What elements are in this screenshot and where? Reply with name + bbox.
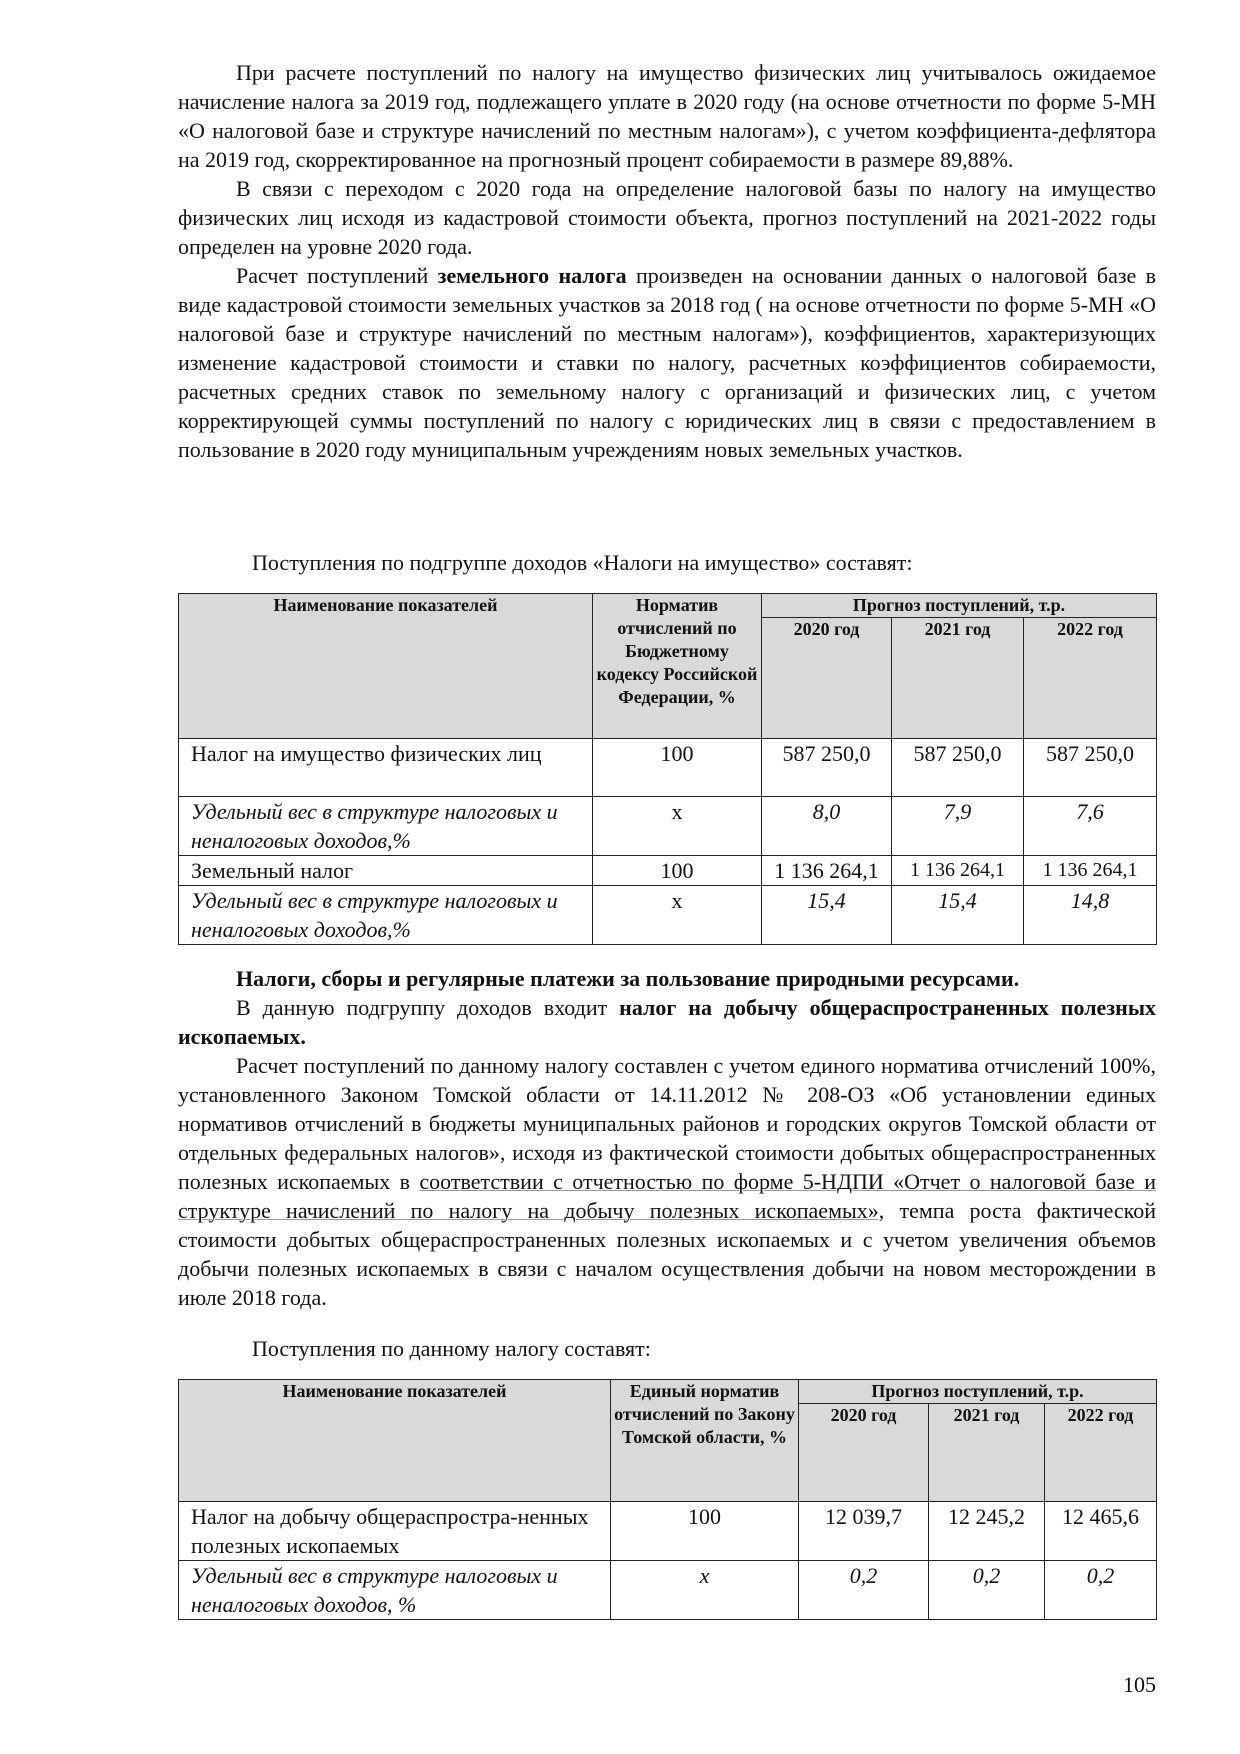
table2-intro: Поступления по данному налогу составят: — [252, 1336, 651, 1361]
header-year-2021: 2021 год — [929, 1404, 1045, 1502]
table1-intro: Поступления по подгруппе доходов «Налоги на имущество» составят: — [252, 550, 913, 575]
header-unified-norm: Единый норматив отчислений по Закону Томской области, % — [611, 1380, 799, 1502]
table-row: Удельный вес в структуре налоговых и неналоговых доходов,% x 8,0 7,9 7,6 — [179, 797, 1157, 856]
header-year-2020: 2020 год — [762, 618, 892, 739]
table-row: Налог на добычу общераспростра-ненных полезных ископаемых 100 12 039,7 12 245,2 12 465,6 — [179, 1502, 1157, 1561]
header-year-2020: 2020 год — [799, 1404, 929, 1502]
header-year-2021: 2021 год — [892, 618, 1024, 739]
table-row: Налог на имущество физических лиц 100 587 250,0 587 250,0 587 250,0 — [179, 739, 1157, 797]
table-row: Земельный налог 100 1 136 264,1 1 136 264,1 1 136 264,1 — [179, 856, 1157, 886]
paragraph-property-tax-calc: При расчете поступлений по налогу на имущество физических лиц учитывалось ожидаемое начисление налога за 2019 год, подлежащего уплате в 2020 году (на основе отчетности по форме 5-МН «О налоговой базе и структуре начислений по местным налогам»), с учетом коэффициента-дефлятора на 2019 год, скорректированное на прогнозный процент собираемости в размере 89,88%. — [178, 60, 1156, 172]
header-forecast: Прогноз поступлений, т.р. — [762, 594, 1157, 618]
mineral-tax-table — [178, 1379, 1157, 1620]
property-tax-text — [178, 58, 1156, 464]
table-row: Удельный вес в структуре налоговых и неналоговых доходов,% x 15,4 15,4 14,8 — [179, 886, 1157, 945]
header-indicator-name: Наименование показателей — [179, 1380, 611, 1502]
header-norm: Норматив отчислений по Бюджетному кодексу Российской Федерации, % — [593, 594, 762, 739]
table-row: Удельный вес в структуре налоговых и неналоговых доходов, % x 0,2 0,2 0,2 — [179, 1561, 1157, 1620]
header-indicator-name: Наименование показателей — [179, 594, 593, 739]
paragraph-subgroup: В данную подгруппу доходов входит налог на добычу общераспространенных полезных ископаемых. — [178, 995, 1156, 1049]
mineral-tax-term: налог на добычу общераспространенных полезных ископаемых. — [178, 995, 1156, 1049]
form-5ndpi-reference: соответствии с отчетностью по форме 5-НДПИ «Отчет о налоговой базе и структуре начислений по налогу на добычу полезных ископаемых» — [178, 1169, 1156, 1223]
header-year-2022: 2022 год — [1045, 1404, 1157, 1502]
paragraph-cadastral-transition: В связи с переходом с 2020 года на определение налоговой базы по налогу на имущество физических лиц исходя из кадастровой стоимости объекта, прогноз поступлений на 2021-2022 годы определен на уровне 2020 года. — [178, 176, 1156, 259]
header-forecast: Прогноз поступлений, т.р. — [799, 1380, 1157, 1404]
property-taxes-table — [178, 593, 1157, 945]
natural-resources-text — [178, 964, 1156, 1312]
page-number: 105 — [1123, 1672, 1156, 1697]
land-tax-term: земельного налога — [437, 263, 627, 288]
section-heading: Налоги, сборы и регулярные платежи за пользование природными ресурсами. — [236, 966, 1020, 991]
paragraph-mineral-calc: Расчет поступлений по данному налогу составлен с учетом единого норматива отчислений 100%, установленного Законом Томской области от 14.11.2012 № 208-ОЗ «Об установлении единых нормативов отчислений в бюджеты муниципальных районов и городских округов Томской области от отдельных федеральных налогов», исходя из фактической стоимости добытых общераспространенных полезных ископаемых в соответствии с отчетностью по форме 5-НДПИ «Отчет о налоговой базе и структуре начислений по налогу на добычу полезных ископаемых», темпа роста фактической стоимости добытых общераспространенных полезных ископаемых и с учетом увеличения объемов добычи полезных ископаемых в связи с началом осуществления добычи на новом месторождении в июле 2018 года. — [178, 1053, 1157, 1310]
header-year-2022: 2022 год — [1024, 618, 1157, 739]
paragraph-land-tax: Расчет поступлений земельного налога произведен на основании данных о налоговой базе в виде кадастровой стоимости земельных участков за 2018 год ( на основе отчетности по форме 5-МН «О налоговой базе и структуре начислений по местным налогам»), коэффициентов, характеризующих изменение кадастровой стоимости и ставки по налогу, расчетных коэффициентов собираемости, расчетных средних ставок по земельному налогу с организаций и физических лиц, с учетом корректирующей суммы поступлений по налогу с юридических лиц в связи с предоставлением в пользование в 2020 году муниципальным учреждениям новых земельных участков. — [178, 263, 1157, 462]
